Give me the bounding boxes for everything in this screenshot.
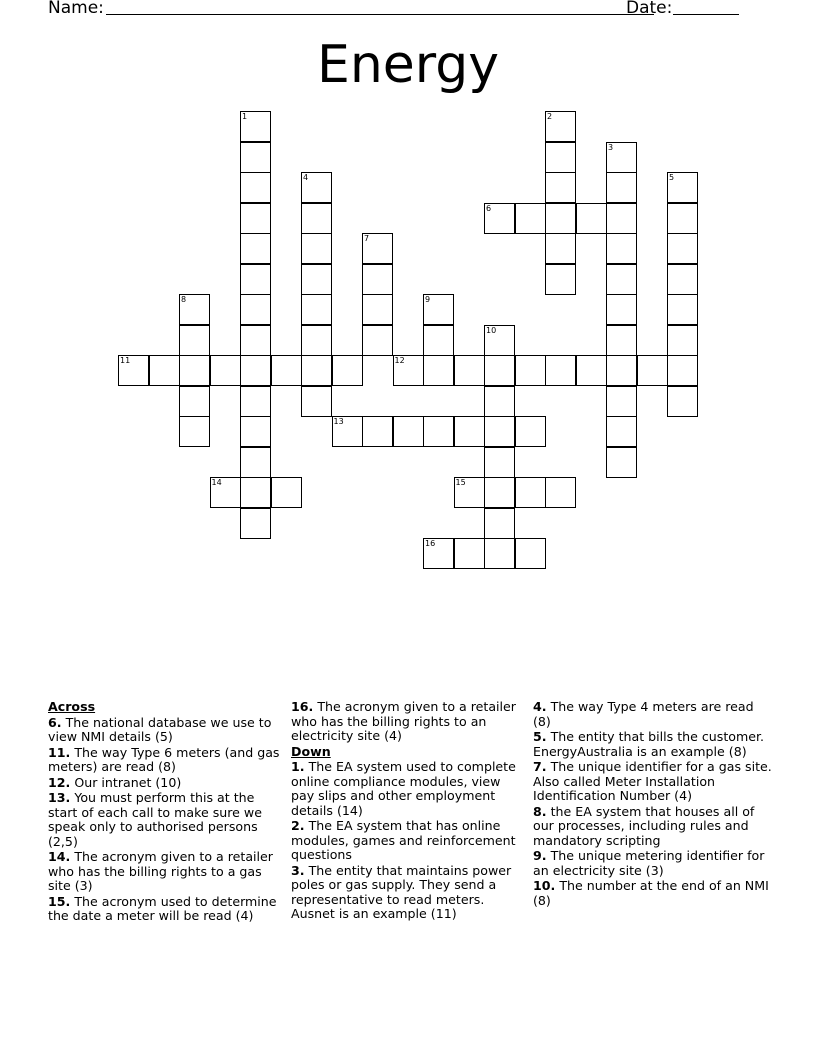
grid-cell[interactable] (240, 294, 271, 325)
clue-down-10: 10. The number at the end of an NMI (8) (533, 878, 769, 908)
grid-cell[interactable] (240, 172, 271, 203)
grid-cell[interactable] (606, 172, 637, 203)
grid-cell[interactable] (667, 233, 698, 264)
clue-across-15: 15. The acronym used to determine the date a meter will be read (4) (48, 893, 277, 923)
grid-cell[interactable] (240, 233, 271, 264)
grid-cell[interactable] (637, 355, 668, 386)
grid-cell[interactable] (515, 477, 546, 508)
grid-cell[interactable] (545, 203, 576, 234)
cell-number: 14 (211, 478, 222, 487)
grid-cell[interactable] (423, 416, 454, 447)
grid-cell[interactable] (545, 142, 576, 173)
grid-cell[interactable] (484, 355, 515, 386)
grid-cell[interactable] (667, 325, 698, 356)
clue-down-9: 9. The unique metering identifier for an electricity site (3) (533, 848, 765, 878)
grid-cell[interactable] (301, 172, 332, 203)
grid-cell[interactable] (362, 416, 393, 447)
cell-number: 2 (547, 112, 553, 121)
cell-number: 3 (608, 142, 614, 152)
grid-cell[interactable] (606, 203, 637, 234)
date-label: Date: (626, 0, 673, 18)
grid-cell[interactable] (240, 508, 271, 539)
grid-cell[interactable] (362, 294, 393, 325)
grid-cell[interactable] (606, 264, 637, 295)
grid-cell[interactable] (606, 355, 637, 386)
clue-across-13: 13. You must perform this at the start of each call to make sure we speak only to authorised persons (2,5) (48, 790, 262, 849)
grid-cell[interactable] (301, 325, 332, 356)
clue-across-11: 11. The way Type 6 meters (and gas meters) are read (8) (48, 744, 280, 774)
grid-cell[interactable] (271, 355, 302, 386)
grid-cell[interactable] (515, 203, 546, 234)
clue-down-5: 5. The entity that bills the customer. EnergyAustralia is an example (8) (533, 729, 765, 759)
grid-cell[interactable] (576, 355, 607, 386)
grid-cell[interactable] (484, 203, 515, 234)
grid-cell[interactable] (606, 386, 637, 417)
grid-cell[interactable] (484, 477, 515, 508)
down-heading: Down (291, 743, 331, 759)
clue-across-14: 14. The acronym given to a retailer who has the billing rights to a gas site (3) (48, 849, 273, 893)
clues-column-3 (533, 700, 773, 909)
clue-across-12: 12. Our intranet (10) (48, 774, 182, 790)
name-label: Name: (48, 0, 104, 18)
grid-cell[interactable] (240, 386, 271, 417)
across-heading: Across (48, 699, 96, 714)
grid-cell[interactable] (179, 416, 210, 447)
clue-down-4: 4. The way Type 4 meters are read (8) (533, 699, 754, 729)
grid-cell[interactable] (301, 233, 332, 264)
grid-cell[interactable] (362, 325, 393, 356)
grid-cell[interactable] (667, 172, 698, 203)
grid-cell[interactable] (240, 355, 271, 386)
grid-cell[interactable] (240, 325, 271, 356)
grid-cell[interactable] (301, 386, 332, 417)
cell-number: 6 (486, 203, 492, 213)
grid-cell[interactable] (210, 477, 241, 508)
cell-number: 4 (303, 173, 309, 182)
grid-cell[interactable] (301, 264, 332, 295)
grid-cell[interactable] (545, 264, 576, 295)
grid-cell[interactable] (606, 416, 637, 447)
grid-cell[interactable] (423, 355, 454, 386)
grid-cell[interactable] (545, 111, 576, 142)
grid-cell[interactable] (332, 355, 363, 386)
grid-cell[interactable] (515, 416, 546, 447)
grid-cell[interactable] (423, 538, 454, 569)
grid-cell[interactable] (240, 447, 271, 478)
grid-cell[interactable] (545, 477, 576, 508)
grid-cell[interactable] (210, 355, 241, 386)
grid-cell[interactable] (179, 325, 210, 356)
grid-cell[interactable] (301, 203, 332, 234)
grid-cell[interactable] (484, 325, 515, 356)
cell-number: 15 (455, 478, 466, 487)
grid-cell[interactable] (149, 355, 180, 386)
grid-cell[interactable] (484, 386, 515, 417)
grid-cell[interactable] (240, 477, 271, 508)
clue-across-16: 16. The acronym given to a retailer who has the billing rights to an electricity site (4) (291, 699, 516, 743)
grid-cell[interactable] (545, 355, 576, 386)
clue-down-3: 3. The entity that maintains power poles or gas supply. They send a representative to read meters. Ausnet is an example (11) (291, 862, 512, 921)
grid-cell[interactable] (454, 477, 485, 508)
grid-cell[interactable] (667, 294, 698, 325)
grid-cell[interactable] (454, 355, 485, 386)
grid-cell[interactable] (484, 447, 515, 478)
grid-cell[interactable] (332, 416, 363, 447)
grid-cell[interactable] (515, 538, 546, 569)
grid-cell[interactable] (606, 447, 637, 478)
grid-cell[interactable] (179, 294, 210, 325)
grid-cell[interactable] (393, 355, 424, 386)
grid-cell[interactable] (484, 538, 515, 569)
grid-cell[interactable] (606, 233, 637, 264)
grid-cell[interactable] (484, 508, 515, 539)
grid-cell[interactable] (240, 203, 271, 234)
grid-cell[interactable] (545, 233, 576, 264)
grid-cell[interactable] (179, 386, 210, 417)
grid-cell[interactable] (606, 325, 637, 356)
cell-number: 16 (425, 539, 436, 548)
grid-cell[interactable] (301, 294, 332, 325)
grid-cell[interactable] (271, 477, 302, 508)
clue-down-8: 8. the EA system that houses all of our processes, including rules and mandatory scripting (533, 803, 755, 848)
grid-cell[interactable] (179, 355, 210, 386)
grid-cell[interactable] (118, 355, 149, 386)
cell-number: 7 (364, 234, 370, 243)
grid-cell[interactable] (240, 416, 271, 447)
clues-column-1 (48, 700, 284, 925)
clue-down-2: 2. The EA system that has online modules, games and reinforcement questions (291, 818, 516, 862)
grid-cell[interactable] (576, 203, 607, 234)
grid-cell[interactable] (240, 142, 271, 173)
page-title: Energy (316, 35, 500, 95)
grid-cell[interactable] (240, 111, 271, 142)
grid-cell[interactable] (545, 172, 576, 203)
grid-cell[interactable] (667, 203, 698, 234)
clue-down-7: 7. The unique identifier for a gas site. Also called Meter Installation Identification Number (4) (533, 759, 772, 803)
grid-cell[interactable] (240, 264, 271, 295)
grid-cell[interactable] (606, 294, 637, 325)
cell-number: 1 (242, 112, 248, 121)
grid-cell[interactable] (362, 264, 393, 295)
cell-number: 5 (669, 173, 675, 182)
grid-cell[interactable] (484, 416, 515, 447)
grid-cell[interactable] (362, 233, 393, 264)
grid-cell[interactable] (454, 416, 485, 447)
grid-cell[interactable] (423, 294, 454, 325)
grid-cell[interactable] (515, 355, 546, 386)
grid-cell[interactable] (423, 325, 454, 356)
cell-number: 13 (333, 417, 344, 426)
grid-cell[interactable] (667, 264, 698, 295)
grid-cell[interactable] (454, 538, 485, 569)
clues-column-2 (291, 700, 527, 923)
cell-number: 10 (486, 325, 497, 335)
cell-number: 9 (425, 295, 431, 304)
grid-cell[interactable] (301, 355, 332, 386)
cell-number: 11 (120, 356, 131, 365)
clue-across-6: 6. The national database we use to view NMI details (5) (48, 714, 272, 744)
grid-cell[interactable] (393, 416, 424, 447)
grid-cell[interactable] (667, 386, 698, 417)
cell-number: 12 (394, 356, 405, 365)
grid-cell[interactable] (606, 142, 637, 173)
clue-down-1: 1. The EA system used to complete online compliance modules, view pay slips and other employment details (14) (291, 759, 516, 818)
cell-number: 8 (181, 295, 187, 304)
grid-cell[interactable] (667, 355, 698, 386)
